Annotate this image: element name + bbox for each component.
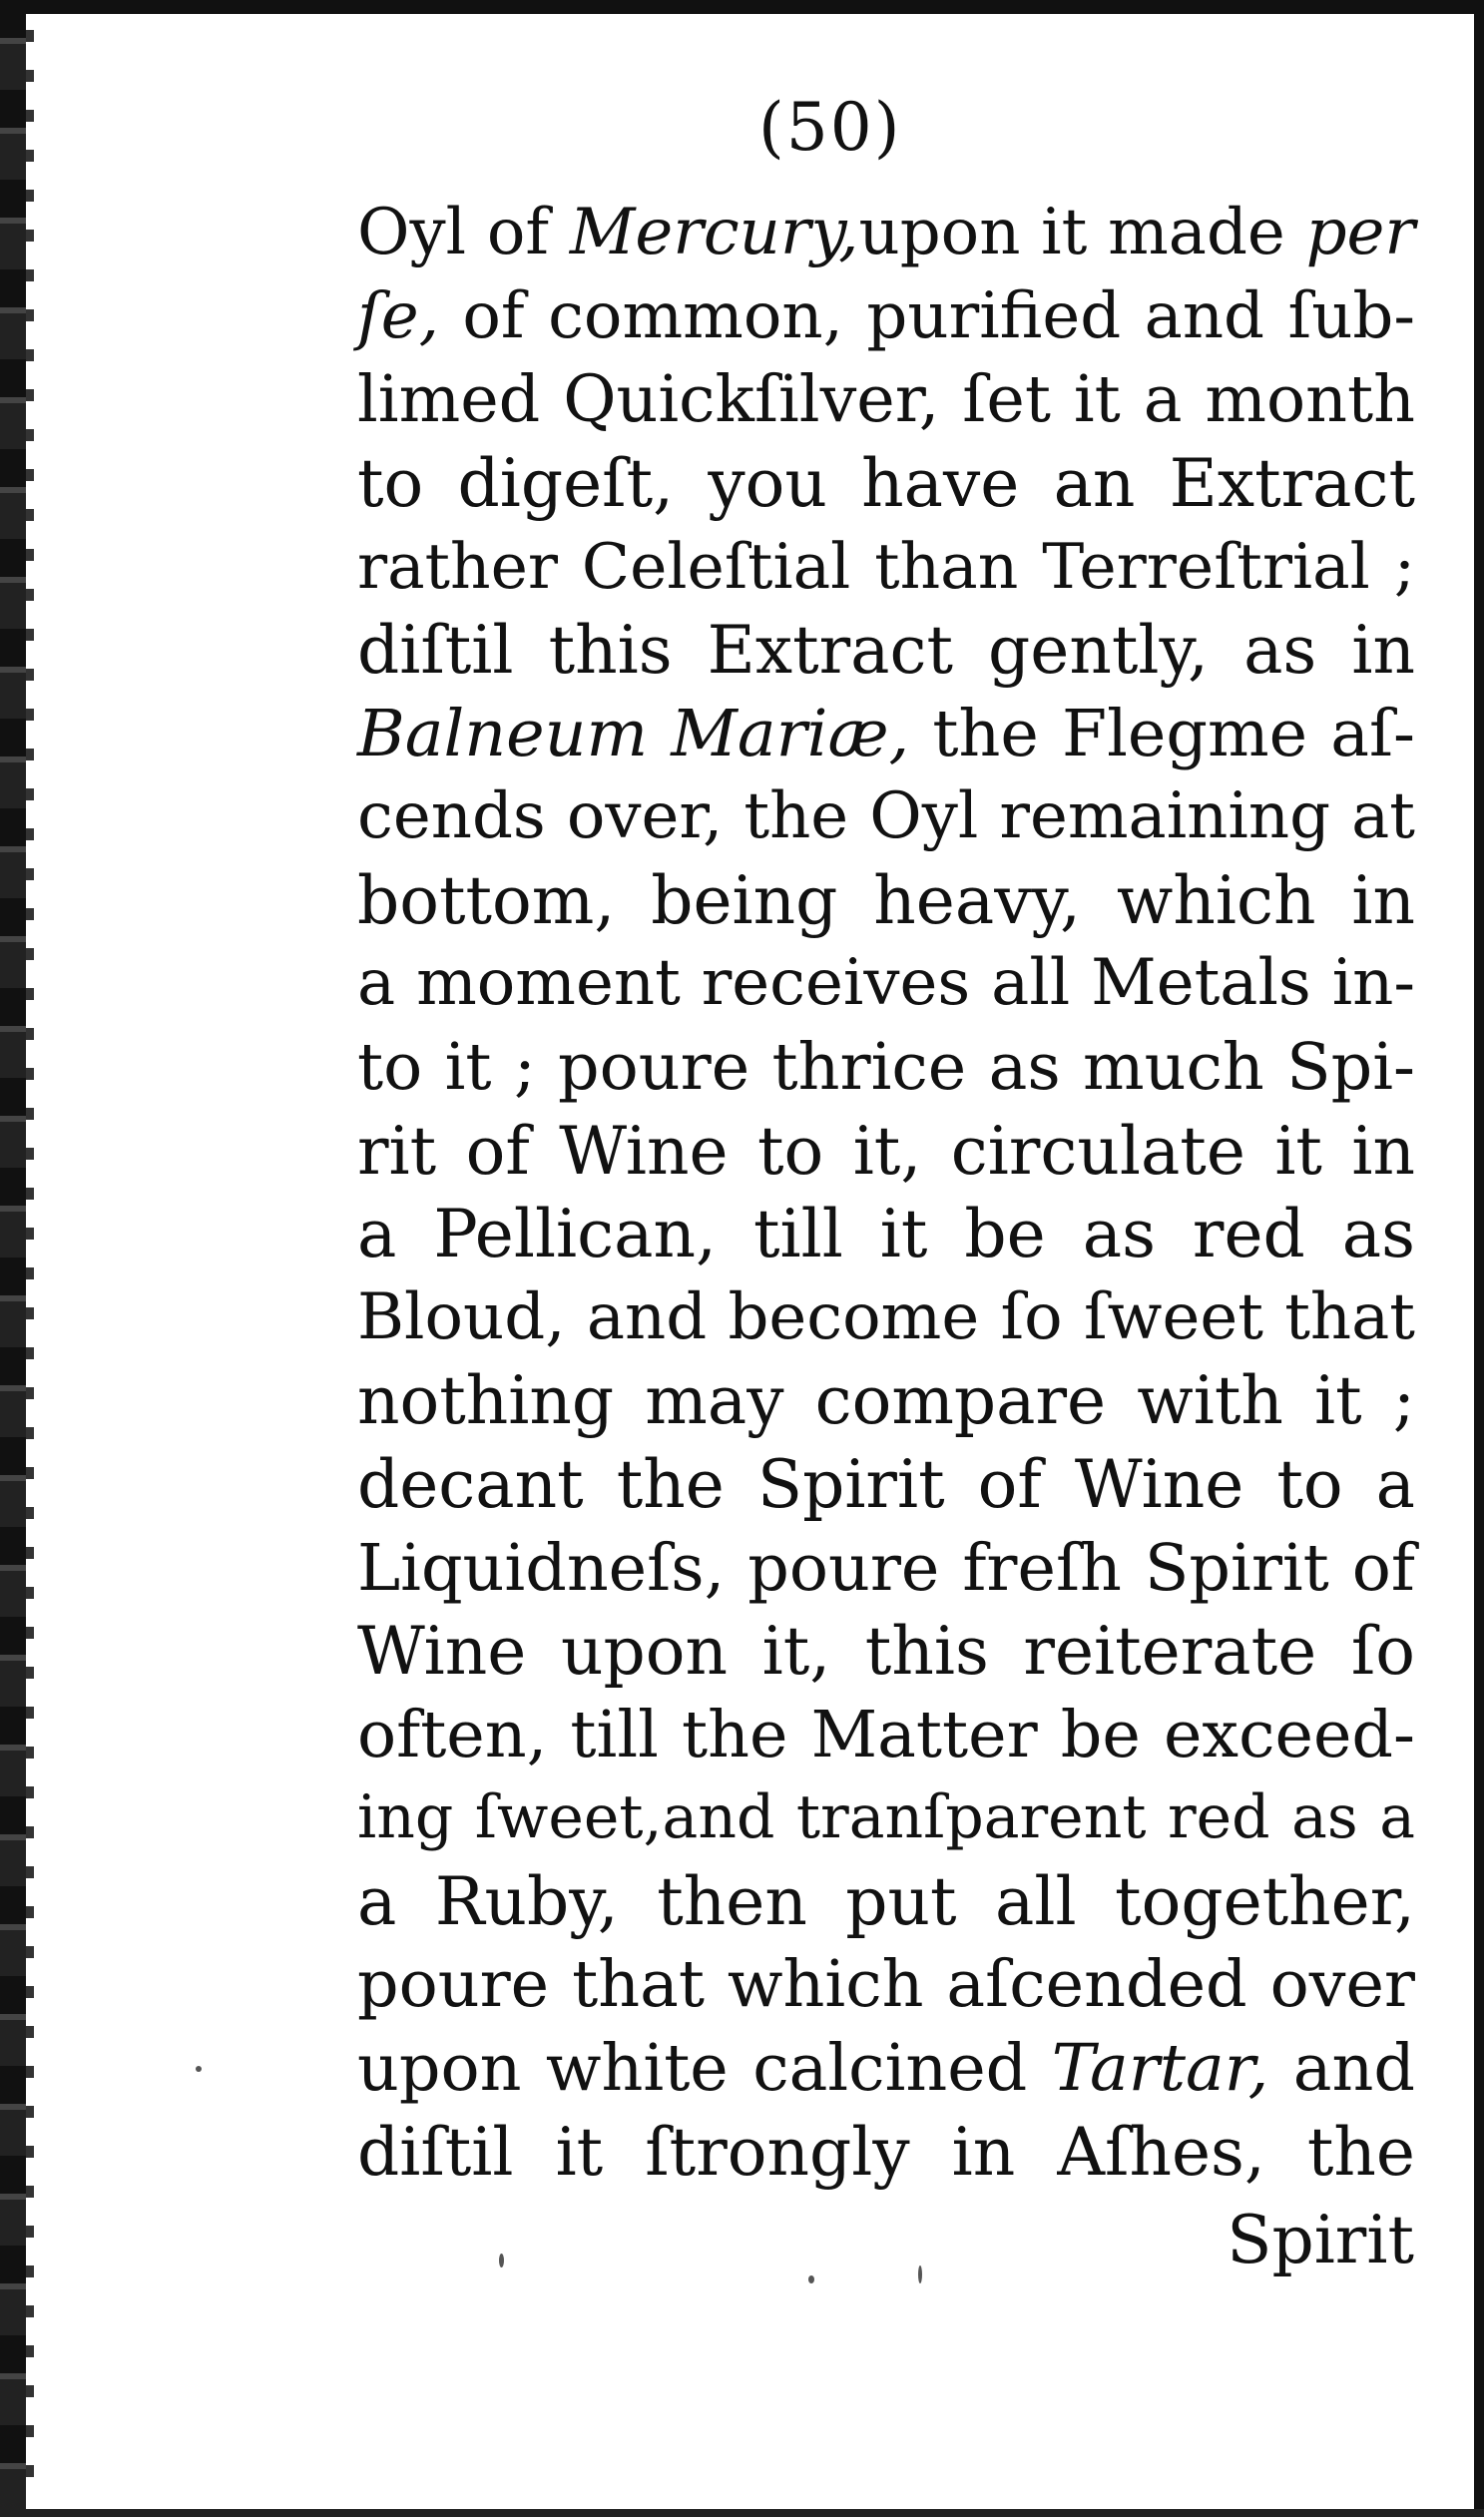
roman-text: limed Quickſilver, ſet it a month — [357, 362, 1415, 438]
italic-text: per — [1305, 196, 1416, 269]
roman-text: ing ſweet,and tranſparent red as a — [357, 1782, 1415, 1853]
roman-text: to digeſt, you have an Extract — [357, 444, 1415, 522]
text-line — [357, 2027, 1415, 2111]
text-line — [357, 1943, 1415, 2027]
text-line — [357, 942, 1415, 1026]
ink-speck — [196, 2066, 202, 2072]
catchword: Spirit — [1227, 2202, 1414, 2278]
roman-text: of common, purified and ſub- — [438, 278, 1415, 353]
text-line — [357, 1443, 1415, 1527]
text-line — [357, 693, 1415, 776]
roman-text: often, till the Matter be exceed- — [357, 1697, 1415, 1772]
roman-text: diſtil this Extract gently, as in — [357, 611, 1415, 689]
scan-top-edge — [0, 0, 1484, 14]
italic-text: Tartar, — [1051, 2031, 1269, 2107]
text-line — [357, 525, 1415, 609]
text-line — [357, 1527, 1415, 1611]
binding-shadow — [26, 30, 34, 2495]
roman-text: bottom, being heavy, which in — [357, 861, 1415, 939]
roman-text: cends over, the Oyl remaining at — [357, 779, 1415, 854]
text-line — [357, 775, 1415, 859]
roman-text: Liquidneſs, poure freſh Spirit of — [357, 1530, 1415, 1606]
text-line — [357, 1694, 1415, 1777]
roman-text: upon it made — [858, 196, 1306, 269]
text-line — [357, 859, 1415, 943]
roman-text: Wine upon it, this reiterate ſo — [357, 1613, 1415, 1691]
scan-bottom-edge — [0, 2509, 1484, 2517]
italic-text: Balneum Mariæ, — [357, 696, 910, 771]
roman-text: poure that which aſcended over — [357, 1947, 1415, 2023]
text-line — [357, 358, 1415, 442]
italic-text: ſe, — [357, 278, 439, 353]
roman-text: a moment receives all Metals in- — [357, 946, 1415, 1021]
text-line — [357, 2111, 1415, 2195]
roman-text: the Flegme aſ- — [909, 696, 1415, 771]
scan-right-edge — [1474, 0, 1484, 2517]
ink-speck — [808, 2275, 814, 2283]
text-line — [357, 442, 1415, 526]
roman-text: and — [1268, 2031, 1416, 2107]
italic-text: Mercury, — [569, 196, 859, 269]
body-text — [357, 192, 1415, 2194]
ink-speck — [499, 2254, 504, 2267]
roman-text: a Ruby, then put all together, — [357, 1862, 1415, 1940]
text-line — [357, 1359, 1415, 1443]
text-line — [357, 275, 1415, 359]
text-line — [357, 1776, 1415, 1860]
text-line — [357, 192, 1415, 275]
roman-text: to it ; poure thrice as much Spi- — [357, 1029, 1415, 1105]
roman-text: rather Celeſtial than Terreſtrial ; — [357, 530, 1415, 604]
roman-text: a Pellican, till it be as red as — [357, 1196, 1415, 1273]
page-number: (50) — [758, 89, 902, 166]
text-line — [357, 1026, 1415, 1110]
text-line — [357, 1110, 1415, 1194]
text-line — [357, 1276, 1415, 1360]
roman-text: nothing may compare with it ; — [357, 1362, 1415, 1440]
binding-edge — [0, 0, 26, 2517]
roman-text: Bloud, and become ſo ſweet that — [357, 1279, 1415, 1354]
text-line — [357, 609, 1415, 693]
text-line — [357, 1193, 1415, 1276]
roman-text: upon white calcined — [357, 2031, 1052, 2107]
text-line — [357, 1860, 1415, 1944]
roman-text: diſtil it ſtrongly in Aſhes, the — [357, 2113, 1415, 2191]
roman-text: rit of Wine to it, circulate it in — [357, 1112, 1415, 1190]
text-line — [357, 1610, 1415, 1694]
roman-text: decant the Spirit of Wine to a — [357, 1445, 1415, 1523]
roman-text: Oyl of — [357, 196, 570, 269]
ink-speck — [918, 2265, 922, 2283]
